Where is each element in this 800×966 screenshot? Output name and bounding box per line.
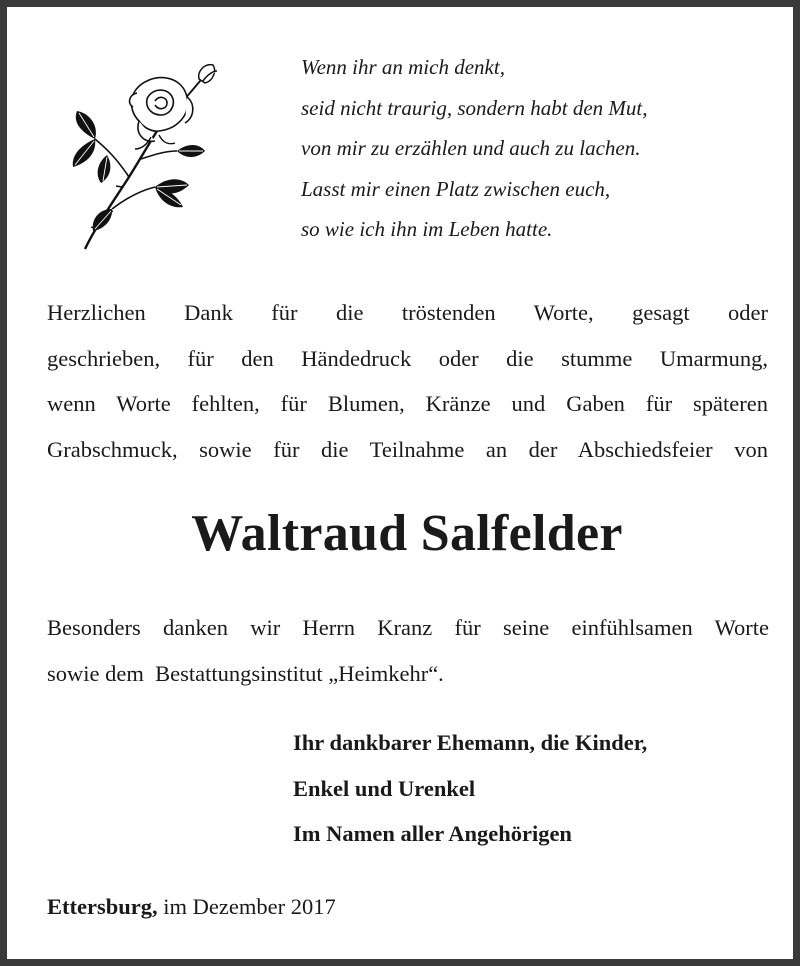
memorial-poem — [301, 47, 781, 250]
signature-line: Enkel und Urenkel — [293, 775, 476, 801]
poem-line: Wenn ihr an mich denkt, — [301, 55, 505, 79]
place-date — [47, 885, 547, 929]
rose-icon — [67, 59, 227, 254]
deceased-name: Waltraud Salfelder — [191, 505, 623, 562]
special-thanks-paragraph — [47, 605, 769, 697]
poem-line: Lasst mir einen Platz zwischen euch, — [301, 176, 611, 201]
thanks-line: geschrieben, für den Händedruck oder die stumme Umarmung, — [47, 345, 768, 371]
signature-block — [293, 720, 773, 857]
poem-line: seid nicht traurig, sondern habt den Mut, — [301, 95, 648, 120]
date-text: im Dezember 2017 — [157, 894, 336, 919]
poem-line: von mir zu erzählen und auch zu lachen. — [301, 136, 641, 160]
signature-line: Im Namen aller Angehörigen — [293, 821, 572, 846]
place-name: Ettersburg, — [47, 894, 158, 919]
thanks-line: Herzlichen Dank für die tröstenden Worte, gesagt oder — [47, 300, 768, 325]
poem-line: so wie ich ihn im Leben hatte. — [301, 217, 553, 241]
thanks-line: wenn Worte fehlten, für Blumen, Kränze und Gaben für späteren — [47, 391, 768, 416]
special-thanks-line: sowie dem Bestattungsinstitut „Heimkehr“. — [47, 661, 444, 686]
thanks-line: Grabschmuck, sowie für die Teilnahme an der Abschiedsfeier von — [47, 436, 768, 462]
special-thanks-line: Besonders danken wir Herrn Kranz für seine einfühlsamen Worte — [47, 615, 769, 640]
thanks-paragraph — [47, 290, 768, 472]
signature-line: Ihr dankbarer Ehemann, die Kinder, — [293, 730, 648, 755]
